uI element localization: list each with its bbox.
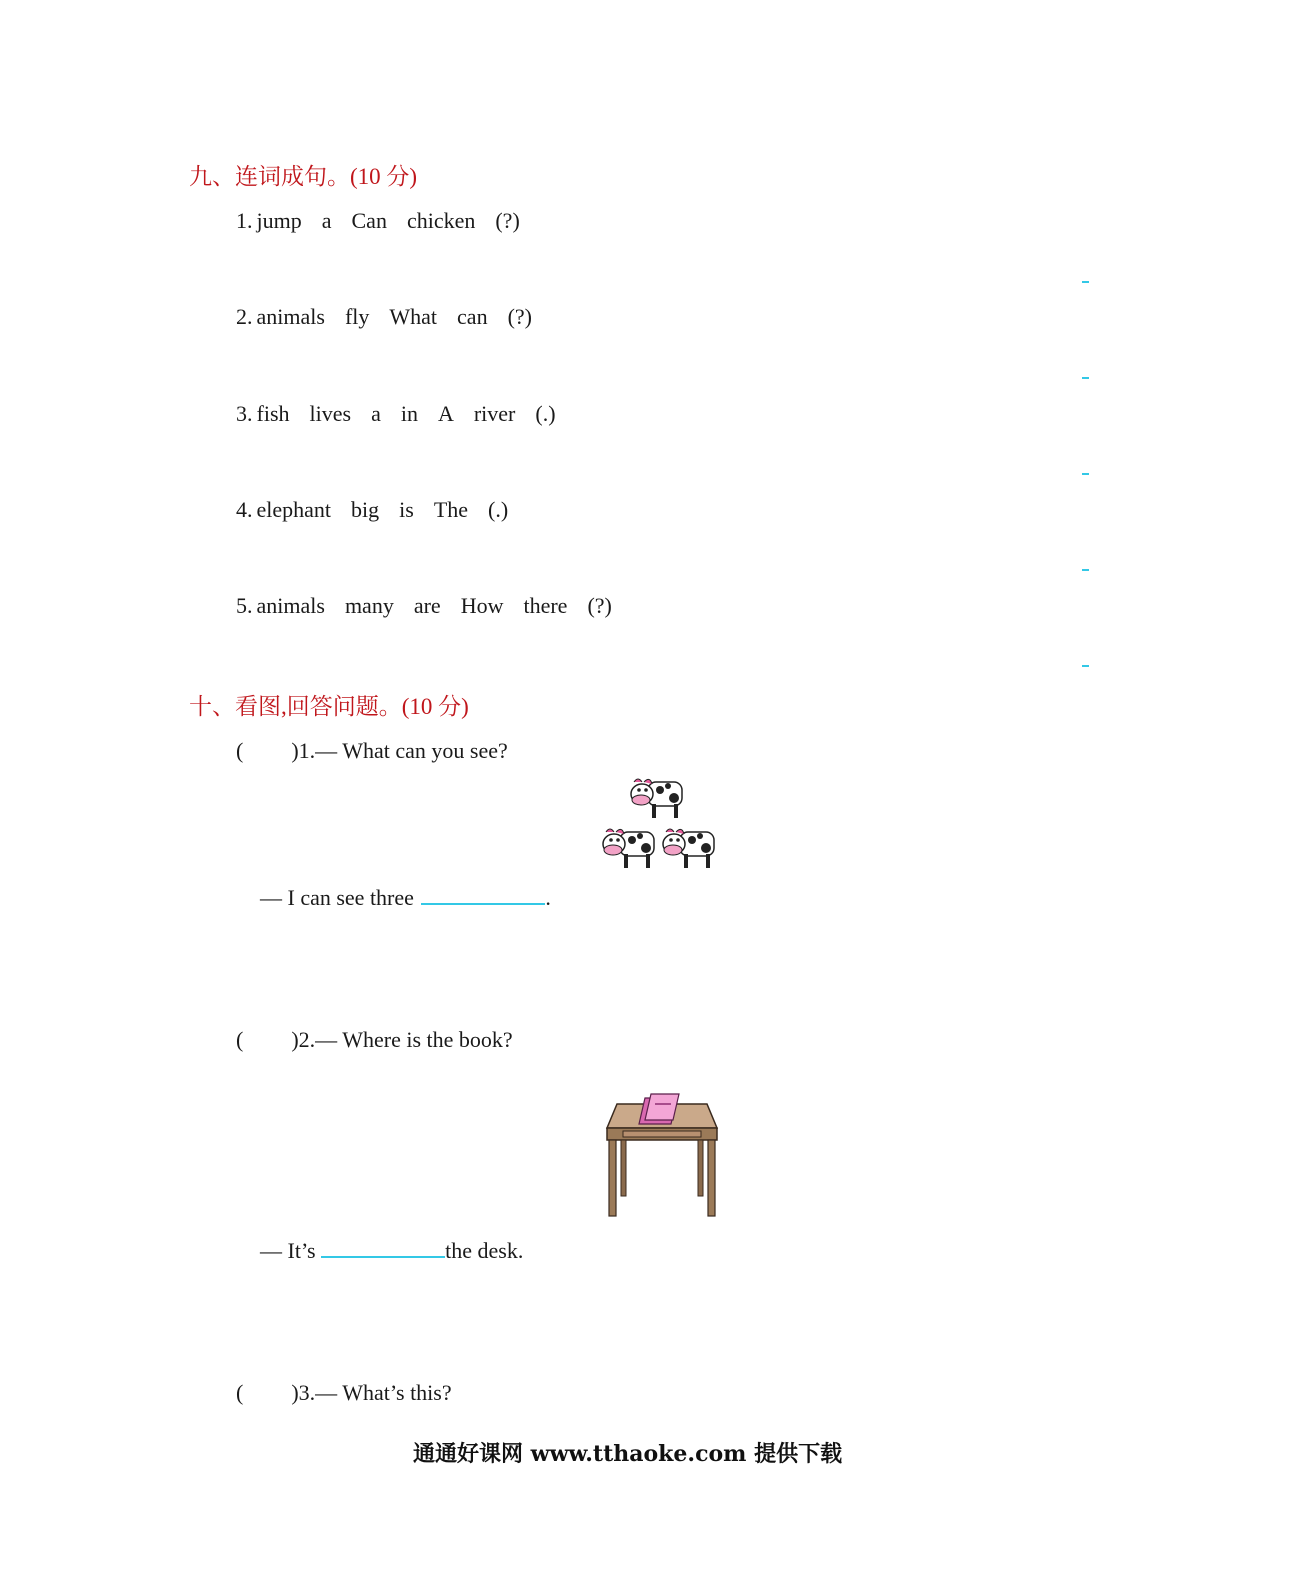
footer-download-note: 通通好课网 www.tthaoke.com 提供下载 xyxy=(413,1441,843,1467)
answer-blank[interactable] xyxy=(421,883,545,905)
cow-icon xyxy=(603,829,654,868)
section-9-title: 九、连词成句。(10 分) xyxy=(189,164,418,189)
book-icon xyxy=(639,1094,679,1124)
cows-picture xyxy=(600,772,724,872)
answer-line-9-4[interactable] xyxy=(1082,569,1089,571)
question-9-4: 4. elephant big is The (.) xyxy=(236,497,509,522)
question-9-5: 5. animals many are How there (?) xyxy=(236,593,612,618)
section-10-title: 十、看图,回答问题。(10 分) xyxy=(189,694,469,719)
cow-icon xyxy=(663,829,714,868)
answer-paren-open[interactable]: ( xyxy=(236,738,244,763)
answer-line-9-3[interactable] xyxy=(1082,473,1089,475)
answer-blank[interactable] xyxy=(321,1236,445,1258)
answer-10-2: — It’s the desk. xyxy=(260,1238,524,1263)
answer-line-9-1[interactable] xyxy=(1082,281,1089,283)
question-9-1: 1. jump a Can chicken (?) xyxy=(236,208,520,233)
desk-with-book-picture xyxy=(603,1090,721,1220)
question-10-1: ( )1.— What can you see? xyxy=(236,738,508,763)
answer-line-9-2[interactable] xyxy=(1082,377,1089,379)
question-10-2: ( )2.— Where is the book? xyxy=(236,1027,513,1052)
question-10-3: ( )3.— What’s this? xyxy=(236,1380,452,1405)
question-9-3: 3. fish lives a in A river (.) xyxy=(236,401,556,426)
question-9-2: 2. animals fly What can (?) xyxy=(236,304,532,329)
answer-paren-open[interactable]: ( xyxy=(236,1027,244,1052)
answer-line-9-5[interactable] xyxy=(1082,665,1089,667)
answer-10-1: — I can see three . xyxy=(260,885,551,910)
cow-icon xyxy=(631,779,682,818)
answer-paren-open[interactable]: ( xyxy=(236,1380,244,1405)
